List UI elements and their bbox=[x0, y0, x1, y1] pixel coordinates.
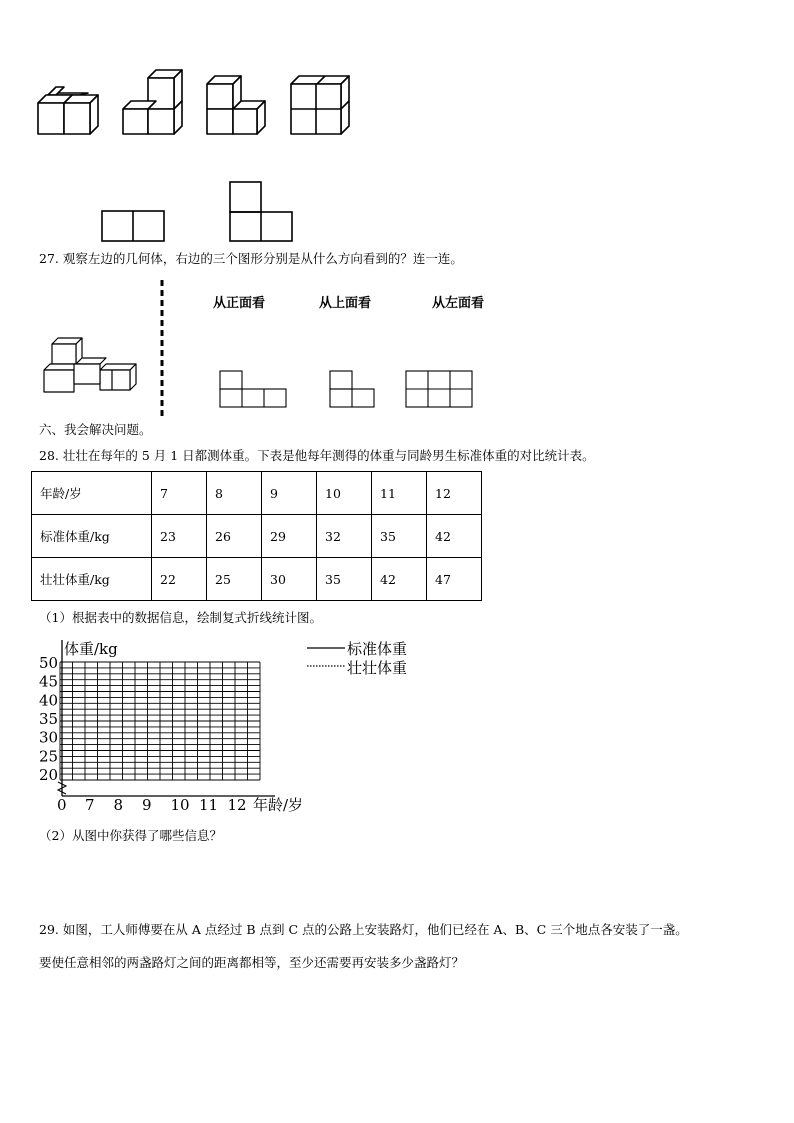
x-tick-label-origin: 0 bbox=[57, 796, 67, 814]
y-tick-label: 25 bbox=[39, 747, 59, 766]
cube-figure-2 bbox=[123, 70, 182, 134]
weight-table bbox=[31, 471, 482, 601]
y-axis-label: 体重/kg bbox=[64, 640, 118, 658]
x-axis-label: 年龄/岁 bbox=[253, 796, 304, 814]
legend-label-standard: 标准体重 bbox=[347, 640, 408, 658]
table-cell: 25 bbox=[207, 558, 262, 601]
y-tick-label: 50 bbox=[39, 654, 59, 672]
cube-figure-1 bbox=[38, 87, 98, 134]
table-cell: 26 bbox=[207, 515, 262, 558]
cube-figure-3 bbox=[207, 76, 265, 134]
q29-prompt-1: 如图，工人师傅要在从 A 点经过 B 点到 C 点的公路上安装路灯，他们已经在 A、B、C 三个地点各安装了一盏。 bbox=[62, 922, 688, 937]
table-cell: 7 bbox=[152, 472, 207, 515]
x-tick-label: 12 bbox=[227, 796, 247, 814]
view-shape-3 bbox=[406, 371, 472, 407]
table-row bbox=[32, 472, 482, 515]
view-label-front: 从正面看 bbox=[213, 296, 266, 311]
q27-number: 27. bbox=[39, 251, 59, 266]
table-row bbox=[32, 515, 482, 558]
view-label-left: 从左面看 bbox=[432, 296, 485, 311]
table-cell: 壮壮体重/kg bbox=[32, 558, 152, 601]
x-tick-label: 11 bbox=[199, 796, 219, 814]
table-row bbox=[32, 558, 482, 601]
view-shape-1 bbox=[220, 371, 286, 407]
q28-part2: （2）从图中你获得了哪些信息？ bbox=[39, 828, 222, 843]
view-two-squares bbox=[102, 211, 164, 241]
table-cell: 12 bbox=[427, 472, 482, 515]
y-tick-label: 30 bbox=[39, 728, 59, 747]
x-tick-label: 10 bbox=[170, 796, 190, 814]
x-tick-label: 7 bbox=[85, 796, 95, 814]
y-tick-label: 45 bbox=[39, 672, 59, 691]
table-cell: 30 bbox=[262, 558, 317, 601]
y-tick-label: 40 bbox=[39, 691, 59, 710]
table-cell: 32 bbox=[317, 515, 372, 558]
q29-prompt-2: 要使任意相邻的两盏路灯之间的距离都相等，至少还需要再安装多少盏路灯？ bbox=[39, 955, 465, 970]
table-cell: 标准体重/kg bbox=[32, 515, 152, 558]
table-cell: 11 bbox=[372, 472, 427, 515]
table-cell: 9 bbox=[262, 472, 317, 515]
cube-figures-top bbox=[0, 0, 794, 250]
y-tick-label: 20 bbox=[39, 766, 59, 784]
table-cell: 35 bbox=[372, 515, 427, 558]
x-tick-label: 9 bbox=[142, 796, 152, 814]
q28-text bbox=[39, 448, 595, 464]
table-cell: 47 bbox=[427, 558, 482, 601]
cube-figure-4 bbox=[291, 76, 349, 134]
axis-break-mark bbox=[58, 782, 66, 794]
table-cell: 29 bbox=[262, 515, 317, 558]
table-cell: 10 bbox=[317, 472, 372, 515]
legend-label-zhuangzhuang: 壮壮体重 bbox=[347, 659, 408, 677]
q29-text-line1 bbox=[39, 922, 688, 938]
x-tick-label: 8 bbox=[113, 796, 124, 814]
q28-prompt: 壮壮在每年的 5 月 1 日都测体重。下表是他每年测得的体重与同龄男生标准体重的对比统计表。 bbox=[62, 448, 595, 463]
table-cell: 42 bbox=[372, 558, 427, 601]
table-cell: 8 bbox=[207, 472, 262, 515]
q27-prompt: 观察左边的几何体，右边的三个图形分别是从什么方向看到的？连一连。 bbox=[62, 251, 463, 266]
q27-views bbox=[0, 365, 794, 425]
table-cell: 年龄/岁 bbox=[32, 472, 152, 515]
section-title: 六、我会解决问题。 bbox=[39, 422, 152, 437]
view-l-shape bbox=[230, 182, 292, 241]
view-label-top: 从上面看 bbox=[319, 296, 372, 311]
q28-part1: （1）根据表中的数据信息，绘制复式折线统计图。 bbox=[39, 610, 322, 625]
q28-number: 28. bbox=[39, 448, 59, 463]
y-tick-label: 35 bbox=[39, 710, 59, 728]
table-cell: 23 bbox=[152, 515, 207, 558]
table-cell: 42 bbox=[427, 515, 482, 558]
view-shape-2 bbox=[330, 371, 374, 407]
table-cell: 22 bbox=[152, 558, 207, 601]
q27-text bbox=[39, 251, 463, 267]
table-cell: 35 bbox=[317, 558, 372, 601]
q29-number: 29. bbox=[39, 922, 59, 937]
